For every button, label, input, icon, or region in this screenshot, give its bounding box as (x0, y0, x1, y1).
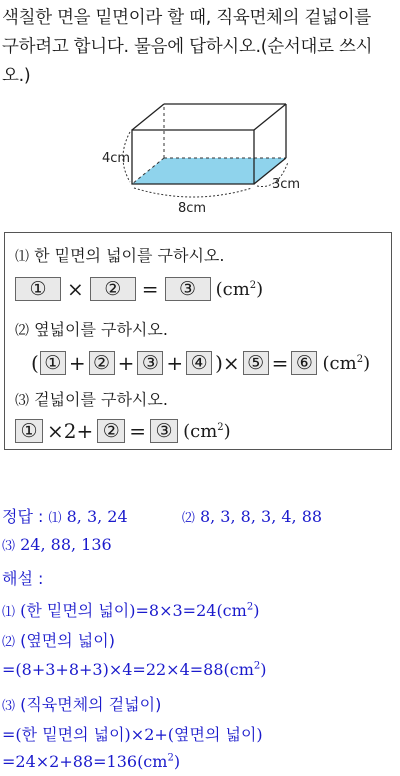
equals-sign: = (129, 419, 147, 443)
answer-label: 정답 : (2, 507, 44, 526)
explanation-line-6: $=24\times 2+88=136(cm^2)$ (2, 752, 181, 771)
answer-box-1[interactable]: ① (15, 419, 43, 443)
question-text (2, 4, 398, 91)
height-label: 4cm (102, 151, 131, 166)
problem-1-title (15, 243, 224, 266)
answer-box-3[interactable]: ③ (165, 277, 211, 301)
answer-1-number: ⑴ (48, 511, 62, 526)
times-sign: × (67, 277, 84, 301)
equals-sign: = (271, 351, 289, 375)
question-line-1: 색칠한 면을 밑면이라 할 때, 직육면체의 겉넓이를 (2, 8, 371, 28)
problem-2-text: 옆넓이를 구하시오. (34, 320, 168, 339)
problem-box (4, 232, 392, 450)
answer-box-5[interactable]: ⑤ (243, 351, 269, 375)
equals-sign: = (141, 277, 159, 301)
width-label: 8cm (178, 201, 207, 216)
problem-1-formula (15, 277, 263, 301)
explanation-line-3: $=(8+3+8+3)\times 4=22\times 4=88(cm^2)$ (2, 660, 267, 679)
base-face (132, 158, 286, 184)
problem-2-number: ⑵ (15, 323, 29, 339)
explanation-line-1: ⑴ (한 밑면의 넓이)$=8\times 3=24(cm^2)$ (2, 601, 260, 620)
times-two-plus: ×2+ (47, 419, 94, 443)
close-paren-times: )× (215, 351, 240, 375)
answer-box-6[interactable]: ⑥ (291, 351, 317, 375)
answer-1-text: 8, 3, 24 (66, 507, 128, 526)
answer-box-3[interactable]: ③ (137, 351, 163, 375)
problem-1-number: ⑴ (15, 249, 29, 265)
answer-2-text: 8, 3, 8, 3, 4, 88 (199, 507, 323, 526)
unit-label: $(cm^2)$ (183, 420, 231, 442)
answer-2-number: ⑵ (181, 511, 195, 526)
problem-3-number: ⑶ (15, 393, 29, 409)
cuboid-figure (96, 96, 316, 218)
plus-sign: + (166, 351, 184, 375)
answer-box-3[interactable]: ③ (150, 419, 178, 443)
answer-line-2 (2, 535, 112, 554)
unit-label: $(cm^2)$ (322, 352, 371, 374)
answer-box-1[interactable]: ① (40, 351, 66, 375)
problem-3-title (15, 387, 168, 410)
explanation-label: 해설 : (2, 569, 44, 588)
answer-3-text: 24, 88, 136 (20, 535, 112, 554)
question-line-3: 오.) (2, 66, 31, 86)
answer-line-1 (2, 504, 322, 527)
explanation-line-4: ⑶ (직육면체의 겉넓이) (2, 695, 162, 714)
answer-box-2[interactable]: ② (89, 351, 115, 375)
plus-sign: + (117, 351, 135, 375)
answer-3-number: ⑶ (2, 539, 16, 554)
plus-sign: + (68, 351, 86, 375)
answer-box-2[interactable]: ② (97, 419, 125, 443)
answer-box-4[interactable]: ④ (186, 351, 212, 375)
open-paren: ( (31, 351, 39, 375)
problem-2-title (15, 317, 168, 340)
answer-box-2[interactable]: ② (90, 277, 136, 301)
explanation-line-5: =(한 밑면의 넓이)×2+(옆면의 넓이) (2, 725, 263, 744)
depth-label: 3cm (272, 177, 301, 192)
question-line-2: 구하려고 합니다. 물음에 답하시오.(순서대로 쓰시 (2, 37, 373, 57)
problem-2-formula (31, 351, 370, 375)
problem-1-text: 한 밑면의 넓이를 구하시오. (34, 246, 225, 265)
explanation-line-2: ⑵ (옆면의 넓이) (2, 631, 115, 650)
answer-box-1[interactable]: ① (15, 277, 61, 301)
problem-3-formula (15, 419, 231, 443)
problem-3-text: 겉넓이를 구하시오. (34, 390, 168, 409)
unit-label: $(cm^2)$ (215, 278, 264, 300)
